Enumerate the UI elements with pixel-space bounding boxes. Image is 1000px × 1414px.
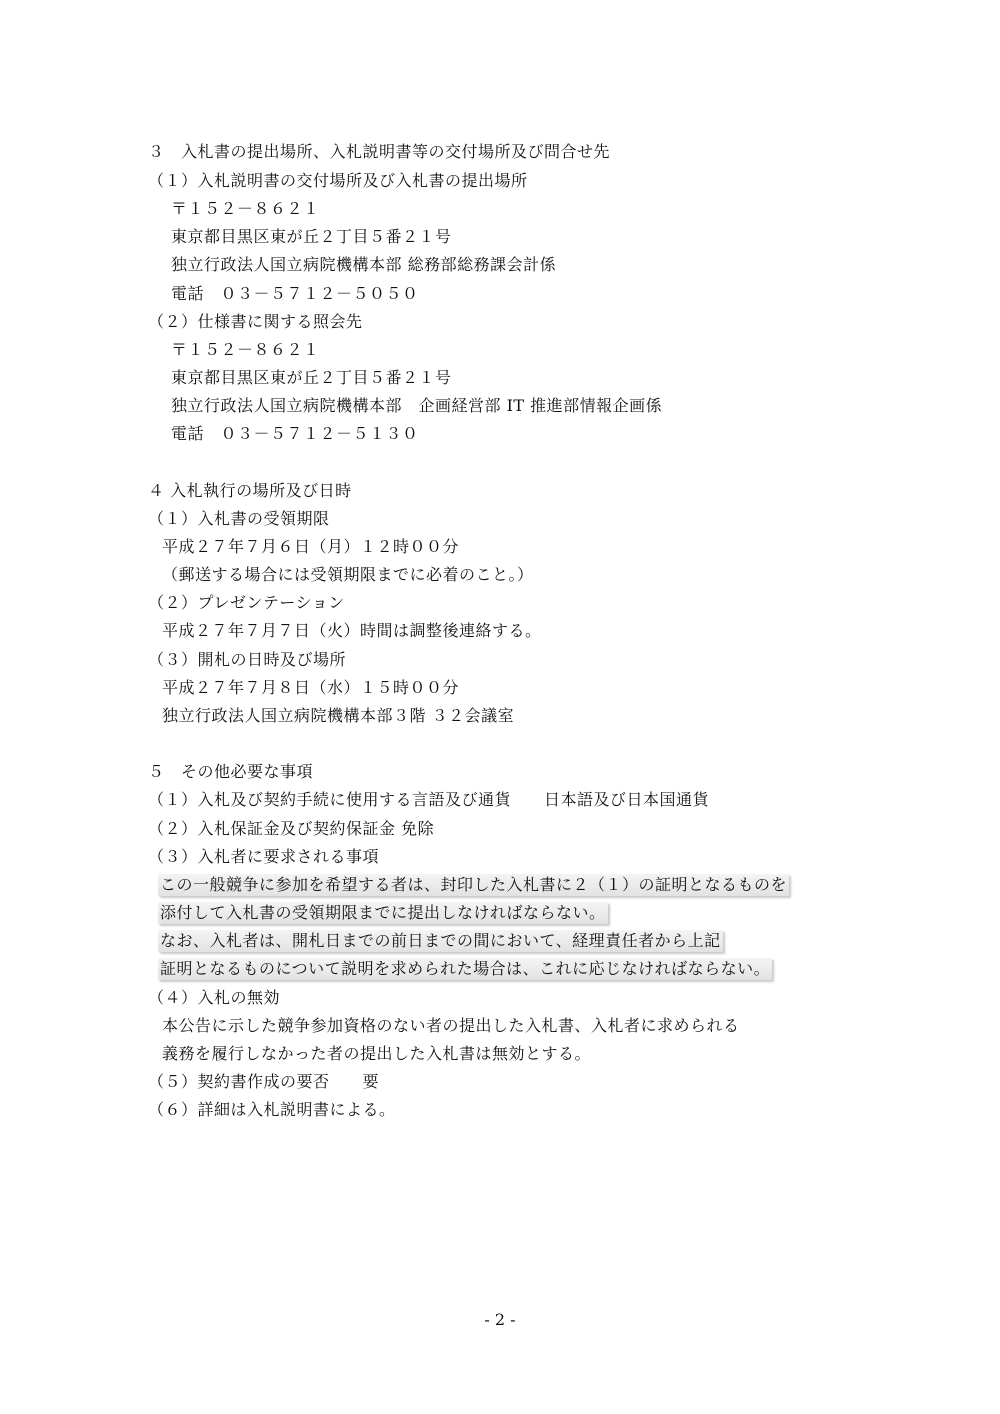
section5-item1: （１）入札及び契約手続に使用する言語及び通貨 日本語及び日本国通貨 [148,790,710,809]
section3-item2-postal: 〒１５２－８６２１ [171,340,320,359]
section4-item2-title: （２）プレゼンテーション [148,593,345,612]
section3-item2-title: （２）仕様書に関する照会先 [148,312,363,331]
section5-item6: （６）詳細は入札説明書による。 [148,1100,396,1119]
section5-item3-title: （３）入札者に要求される事項 [148,847,380,866]
section4-heading: ４ 入札執行の場所及び日時 [148,481,352,500]
section5-item3-line3: なお、入札者は、開札日までの前日までの間において、経理責任者から上記 [160,931,721,950]
section4-item3-place: 独立行政法人国立病院機構本部３階 ３２会議室 [162,706,515,725]
section3-item1-postal: 〒１５２－８６２１ [171,199,320,218]
section4-item1-title: （１）入札書の受領期限 [148,509,330,528]
section4-item3-date: 平成２７年７月８日（水）１５時００分 [162,678,460,697]
section5-item3-line1: この一般競争に参加を希望する者は、封印した入札書に２（１）の証明となるものを [160,875,788,894]
section5-heading: ５ その他必要な事項 [148,762,314,781]
section4-item2-date: 平成２７年７月７日（火）時間は調整後連絡する。 [162,621,542,640]
section3-heading: ３ 入札書の提出場所、入札説明書等の交付場所及び問合せ先 [148,142,611,161]
section5-item5: （５）契約書作成の要否 要 [148,1072,380,1091]
section4-item1-note: （郵送する場合には受領期限までに必着のこと。） [162,565,534,584]
section5-item4-line1: 本公告に示した競争参加資格のない者の提出した入札書、入札者に求められる [162,1016,740,1035]
section3-item1-address: 東京都目黒区東が丘２丁目５番２１号 [171,227,452,246]
section5-item4-title: （４）入札の無効 [148,988,281,1007]
section5-item3-line2: 添付して入札書の受領期限までに提出しなければならない。 [160,903,606,922]
section4-item3-title: （３）開札の日時及び場所 [148,650,347,669]
section5-item3-line4: 証明となるものについて説明を求められた場合は、これに応じなければならない。 [160,959,771,978]
section5-item2: （２）入札保証金及び契約保証金 免除 [148,819,435,838]
section5-item4-line2: 義務を履行しなかった者の提出した入札書は無効とする。 [162,1044,592,1063]
section3-item2-address: 東京都目黒区東が丘２丁目５番２１号 [171,368,452,387]
section4-item1-date: 平成２７年７月６日（月）１２時００分 [162,537,460,556]
section3-item2-phone: 電話 ０３－５７１２－５１３０ [171,424,419,443]
section3-item1-phone: 電話 ０３－５７１２－５０５０ [171,284,419,303]
section3-item1-title: （１）入札説明書の交付場所及び入札書の提出場所 [148,171,528,190]
section3-item1-org: 独立行政法人国立病院機構本部 総務部総務課会計係 [171,255,557,274]
page-number: - 2 - [484,1310,516,1329]
section3-item2-org: 独立行政法人国立病院機構本部 企画経営部 IT 推進部情報企画係 [171,396,663,415]
